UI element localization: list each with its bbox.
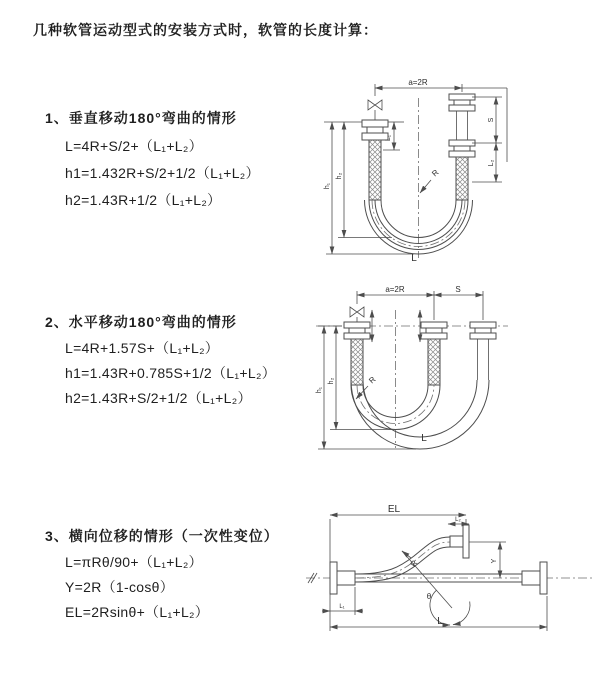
flange-right-lower — [449, 140, 475, 157]
dim-label-l2: L₂ — [455, 517, 461, 523]
diagram-lateral-displacement — [300, 505, 600, 645]
dim-label-h1: h₁ — [316, 386, 323, 394]
flange-right-upper — [450, 525, 469, 558]
section-2-formula-l: L=4R+1.57S+（L₁+L₂） — [65, 340, 220, 356]
hose-braid-middle — [428, 339, 440, 385]
section-1-heading: 1、垂直移动180°弯曲的情形 — [45, 110, 237, 126]
dim-label-a2r: a=2R — [385, 285, 405, 294]
dim-s — [472, 97, 502, 143]
hose-braid-left — [369, 140, 381, 200]
section-3-formula-l: L=πRθ/90+（L₁+L₂） — [65, 554, 203, 570]
diagram-vertical-180-bend — [310, 72, 590, 262]
flange-left — [344, 322, 370, 339]
length-label: L — [411, 253, 417, 264]
dim-y — [491, 542, 500, 578]
u-bend-arcs — [351, 380, 489, 449]
flange-right-upper — [449, 94, 475, 140]
section-1-formula-h1: h1=1.432R+S/2+1/2（L₁+L₂） — [65, 165, 260, 181]
dim-l — [330, 616, 547, 627]
dim-el — [330, 504, 466, 515]
dim-s — [434, 285, 483, 320]
hose-braid-left — [351, 339, 363, 385]
dim-label-a2r: a=2R — [408, 78, 428, 87]
dim-label-h2: h₂ — [336, 172, 343, 180]
dim-label-y: Y — [491, 558, 498, 564]
dim-label-l: L — [437, 616, 443, 627]
flange-middle — [421, 322, 447, 339]
dim-label-s: S — [455, 285, 461, 294]
page-title: 几种软管运动型式的安装方式时，软管的长度计算： — [33, 22, 378, 38]
section-3-formula-y: Y=2R（1-cosθ） — [65, 579, 175, 595]
section-2-formula-h2: h2=1.43R+S/2+1/2（L₁+L₂） — [65, 390, 252, 406]
section-3-formula-el: EL=2Rsinθ+（L₁+L₂） — [65, 604, 210, 620]
dim-label-s: S — [488, 117, 495, 123]
flange-right — [470, 322, 496, 339]
flange-right-lower — [522, 562, 547, 594]
dim-label-l1: L₁ — [339, 604, 345, 610]
section-3-heading: 3、横向位移的情形（一次性变位） — [45, 528, 279, 544]
dim-l1 — [322, 604, 363, 611]
hose-braid-right — [456, 157, 468, 200]
dim-label-el: EL — [387, 504, 401, 515]
dim-label-h1: h₁ — [324, 182, 331, 190]
valve-icon — [368, 100, 382, 120]
diagram-horizontal-180-bend — [308, 282, 592, 452]
radius-label: R — [367, 374, 378, 386]
valve-icon — [350, 307, 364, 322]
flange-left — [330, 562, 355, 594]
ext-lines — [330, 519, 547, 631]
dim-label-l1: L₁ — [385, 134, 392, 142]
length-label: L — [421, 433, 427, 444]
dim-l2 — [472, 143, 502, 182]
dim-h1 — [316, 326, 416, 449]
hose-plain-right — [478, 339, 489, 380]
section-1-formula-h2: h2=1.43R+1/2（L₁+L₂） — [65, 192, 222, 208]
section-1-formula-l: L=4R+S/2+（L₁+L₂） — [65, 138, 203, 154]
hose-curved — [355, 537, 451, 582]
section-2-heading: 2、水平移动180°弯曲的情形 — [45, 314, 237, 330]
section-2-formula-h1: h1=1.43R+0.785S+1/2（L₁+L₂） — [65, 365, 276, 381]
theta-label: θ — [426, 592, 432, 601]
dim-label-h2: h₂ — [328, 377, 335, 385]
dim-label-l2: L₂ — [488, 159, 495, 167]
radius-label: R — [408, 558, 420, 569]
radius-callout — [420, 168, 441, 193]
radius-label: R — [430, 167, 441, 179]
